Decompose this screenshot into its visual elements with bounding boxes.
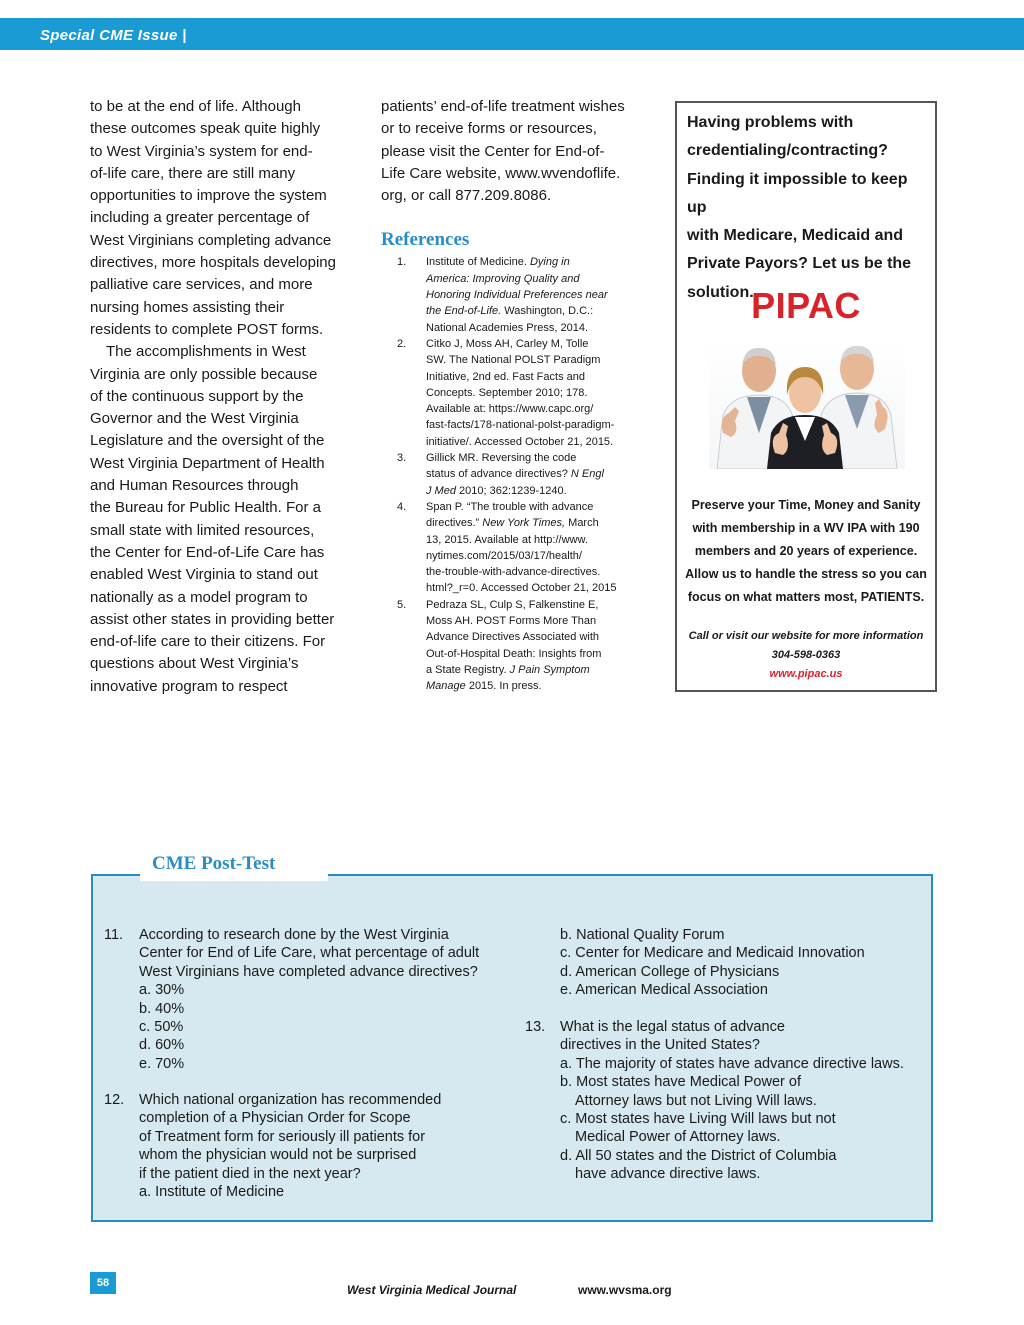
reference-text: 2010; 362:1239-1240. bbox=[455, 484, 567, 497]
references-heading: References bbox=[381, 229, 470, 251]
reference-text: Pedraza SL, Culp S, Falkenstine E, bbox=[426, 598, 599, 611]
reference-text: Advance Directives Associated with bbox=[426, 631, 600, 644]
answer-option: Attorney laws but not Living Will laws. bbox=[575, 1092, 817, 1109]
question-12-options-continued bbox=[560, 926, 930, 1000]
reference-text: html?_r=0. Accessed October 21, 2015 bbox=[426, 582, 617, 595]
answer-option: c. Center for Medicare and Medicaid Innovation bbox=[560, 945, 865, 962]
answer-option: have advance directive laws. bbox=[575, 1166, 761, 1183]
answer-option: e. American Medical Association bbox=[560, 982, 768, 999]
reference-line bbox=[426, 678, 651, 694]
reference-line bbox=[426, 580, 651, 596]
reference-text: Initiative, 2nd ed. Fast Facts and bbox=[426, 370, 585, 383]
answer-option: d. American College of Physicians bbox=[560, 963, 780, 980]
text-line: Governor and the West Virginia bbox=[90, 410, 299, 428]
doctors-thumbs-up-photo bbox=[709, 337, 905, 469]
reference-line bbox=[426, 401, 651, 417]
reference-text: N Engl bbox=[570, 468, 604, 481]
text-line: end-of-life care to their citizens. For bbox=[90, 633, 326, 651]
text-line: and Human Resources through bbox=[90, 477, 299, 495]
ad-headline-line: Finding it impossible to keep up bbox=[687, 170, 908, 216]
answer-option: d. All 50 states and the District of Columbia bbox=[560, 1147, 837, 1164]
text-line: nationally as a model program to bbox=[90, 588, 308, 606]
reference-text: National Academies Press, 2014. bbox=[426, 321, 589, 334]
ad-body-line: Allow us to handle the stress so you can bbox=[685, 567, 927, 581]
reference-item bbox=[381, 254, 651, 335]
reference-line bbox=[426, 483, 651, 499]
text-line: including a greater percentage of bbox=[90, 209, 310, 227]
question-number: 11. bbox=[104, 927, 124, 943]
question-text-line: Center for End of Life Care, what percentage of adult bbox=[139, 945, 480, 962]
answer-option: c. Most states have Living Will laws but not bbox=[560, 1111, 836, 1128]
reference-text: initiative/. Accessed October 21, 2015. bbox=[426, 435, 614, 448]
text-line: these outcomes speak quite highly bbox=[90, 120, 321, 138]
reference-item bbox=[381, 450, 651, 499]
reference-line bbox=[426, 564, 651, 580]
reference-item bbox=[381, 597, 651, 695]
text-line: Legislature and the oversight of the bbox=[90, 432, 325, 450]
reference-text: Moss AH. POST Forms More Than bbox=[426, 615, 597, 628]
ad-website-link[interactable]: www.pipac.us bbox=[769, 668, 843, 680]
reference-text: SW. The National POLST Paradigm bbox=[426, 354, 601, 367]
reference-line bbox=[426, 271, 651, 287]
reference-text: America: Improving Quality and bbox=[426, 272, 580, 285]
question-number: 12. bbox=[104, 1092, 125, 1108]
question-text-line: Which national organization has recommended bbox=[139, 1092, 442, 1108]
text-line: nursing homes assisting their bbox=[90, 298, 285, 316]
ad-contact bbox=[683, 627, 929, 684]
text-line: palliative care services, and more bbox=[90, 276, 313, 294]
question-13-body bbox=[560, 1018, 930, 1184]
question-12-body bbox=[139, 1091, 509, 1201]
reference-number: 4. bbox=[397, 500, 407, 513]
journal-name: West Virginia Medical Journal bbox=[347, 1283, 517, 1297]
answer-option: b. 40% bbox=[139, 1000, 185, 1017]
text-line: innovative program to respect bbox=[90, 677, 288, 695]
text-line: residents to complete POST forms. bbox=[90, 320, 324, 338]
reference-text: Washington, D.C.: bbox=[501, 305, 594, 318]
reference-text: a State Registry. bbox=[426, 663, 510, 676]
text-line: West Virginia Department of Health bbox=[90, 454, 325, 472]
reference-text: 13, 2015. Available at http://www. bbox=[426, 533, 588, 546]
text-line: of the continuous support by the bbox=[90, 387, 304, 405]
reference-text: J Med bbox=[426, 484, 456, 497]
section-title: Special CME Issue | bbox=[40, 27, 187, 44]
question-12-continued bbox=[560, 926, 930, 1000]
question-text-line: What is the legal status of advance bbox=[560, 1019, 785, 1035]
reference-line bbox=[426, 532, 651, 548]
reference-line bbox=[426, 385, 651, 401]
answer-option: c. 50% bbox=[139, 1019, 184, 1036]
reference-line bbox=[426, 662, 651, 678]
reference-line bbox=[426, 466, 651, 482]
text-line: or to receive forms or resources, bbox=[381, 120, 597, 138]
reference-line bbox=[426, 303, 651, 319]
answer-option: a. Institute of Medicine bbox=[139, 1184, 285, 1201]
text-line: Life Care website, www.wvendoflife. bbox=[381, 164, 621, 182]
journal-website[interactable]: www.wvsma.org bbox=[578, 1283, 672, 1297]
pipac-logo: PIPAC bbox=[751, 285, 861, 326]
header-bar bbox=[0, 18, 1024, 50]
references-list bbox=[381, 254, 651, 694]
reference-text: New York Times, bbox=[482, 517, 566, 530]
reference-line bbox=[426, 254, 651, 270]
reference-item bbox=[381, 499, 651, 597]
text-line: to West Virginia’s system for end- bbox=[90, 142, 313, 160]
reference-line bbox=[426, 597, 651, 613]
reference-line bbox=[426, 548, 651, 564]
text-line: please visit the Center for End-of- bbox=[381, 142, 605, 160]
question-text-line: whom the physician would not be surprised bbox=[139, 1147, 417, 1164]
ad-contact-line: Call or visit our website for more information bbox=[688, 630, 924, 642]
ad-body-line: members and 20 years of experience. bbox=[694, 544, 918, 558]
ad-headline-line: credentialing/contracting? bbox=[687, 142, 888, 160]
reference-text: Span P. “The trouble with advance bbox=[426, 500, 594, 513]
answer-option: b. Most states have Medical Power of bbox=[560, 1074, 801, 1091]
ad-body-text bbox=[683, 494, 929, 609]
answer-option: d. 60% bbox=[139, 1037, 185, 1054]
text-line: patients’ end-of-life treatment wishes bbox=[381, 98, 625, 115]
question-text-line: directives in the United States? bbox=[560, 1037, 760, 1054]
reference-text: the End-of-Life. bbox=[426, 305, 502, 318]
reference-line bbox=[426, 613, 651, 629]
text-line: org, or call 877.209.8086. bbox=[381, 187, 552, 205]
reference-line bbox=[426, 450, 651, 466]
reference-number: 5. bbox=[397, 598, 407, 611]
answer-option: Medical Power of Attorney laws. bbox=[575, 1129, 781, 1146]
ad-headline bbox=[687, 109, 927, 307]
answer-option: b. National Quality Forum bbox=[560, 927, 725, 943]
text-line: enabled West Virginia to stand out bbox=[90, 566, 318, 584]
reference-text: Out-of-Hospital Death: Insights from bbox=[426, 647, 602, 660]
ad-body-line: focus on what matters most, PATIENTS. bbox=[687, 590, 925, 604]
ad-headline-line: solution. bbox=[687, 283, 754, 301]
reference-line bbox=[426, 499, 651, 515]
article-column-2 bbox=[381, 96, 651, 695]
reference-line bbox=[426, 320, 651, 336]
reference-text: J Pain Symptom bbox=[509, 663, 590, 676]
page-number: 58 bbox=[90, 1272, 116, 1294]
question-number: 13. bbox=[525, 1019, 546, 1035]
reference-text: directives.” bbox=[426, 517, 483, 530]
question-text-line: West Virginians have completed advance directives? bbox=[139, 963, 478, 980]
question-text-line: completion of a Physician Order for Scope bbox=[139, 1110, 411, 1127]
reference-line bbox=[426, 434, 651, 450]
ad-phone: 304-598-0363 bbox=[771, 649, 841, 661]
text-line: Virginia are only possible because bbox=[90, 365, 318, 383]
reference-line bbox=[426, 352, 651, 368]
reference-line bbox=[426, 417, 651, 433]
reference-text: Institute of Medicine. bbox=[426, 256, 530, 269]
text-line: of-life care, there are still many bbox=[90, 164, 296, 182]
reference-text: Manage bbox=[426, 680, 466, 693]
answer-option: a. The majority of states have advance directive laws. bbox=[560, 1055, 904, 1072]
reference-text: Available at: https://www.capc.org/ bbox=[426, 403, 594, 416]
reference-number: 2. bbox=[397, 337, 407, 350]
text-line: the Bureau for Public Health. For a bbox=[90, 499, 321, 517]
article-text bbox=[381, 96, 651, 207]
reference-text: status of advance directives? bbox=[426, 468, 571, 481]
text-line: questions about West Virginia’s bbox=[90, 655, 299, 673]
reference-number: 1. bbox=[397, 256, 407, 269]
text-line: to be at the end of life. Although bbox=[90, 98, 301, 115]
question-text-line: According to research done by the West Virginia bbox=[139, 927, 449, 943]
text-line: small state with limited resources, bbox=[90, 521, 315, 539]
text-line: opportunities to improve the system bbox=[90, 187, 327, 205]
reference-text: 2015. In press. bbox=[465, 680, 542, 693]
question-text-line: of Treatment form for seriously ill patients for bbox=[139, 1128, 426, 1145]
question-text-line: if the patient died in the next year? bbox=[139, 1165, 361, 1182]
text-line: directives, more hospitals developing bbox=[90, 254, 336, 272]
text-line: assist other states in providing better bbox=[90, 610, 335, 628]
article-column-1 bbox=[90, 96, 362, 698]
reference-text: Dying in bbox=[529, 256, 570, 269]
reference-number: 3. bbox=[397, 452, 407, 465]
answer-option: e. 70% bbox=[139, 1055, 185, 1072]
reference-line bbox=[426, 369, 651, 385]
reference-line bbox=[426, 646, 651, 662]
reference-text: Gillick MR. Reversing the code bbox=[426, 452, 577, 465]
ad-body-line: with membership in a WV IPA with 190 bbox=[692, 521, 920, 535]
reference-text: Honoring Individual Preferences near bbox=[426, 289, 608, 302]
reference-line bbox=[426, 336, 651, 352]
reference-line bbox=[426, 515, 651, 531]
cme-post-test-title: CME Post-Test bbox=[152, 853, 276, 874]
answer-option: a. 30% bbox=[139, 982, 185, 999]
text-line: West Virginians completing advance bbox=[90, 231, 332, 249]
text-line: the Center for End-of-Life Care has bbox=[90, 543, 325, 561]
reference-item bbox=[381, 336, 651, 450]
ad-body-line: Preserve your Time, Money and Sanity bbox=[691, 498, 921, 512]
reference-line bbox=[426, 287, 651, 303]
reference-text: fast-facts/178-national-polst-paradigm- bbox=[426, 419, 615, 432]
question-11-body bbox=[139, 926, 509, 1073]
reference-text: March bbox=[565, 517, 599, 530]
ad-headline-line: with Medicare, Medicaid and bbox=[687, 227, 904, 245]
text-line: The accomplishments in West bbox=[106, 343, 306, 361]
reference-text: nytimes.com/2015/03/17/health/ bbox=[426, 549, 582, 562]
pipac-advertisement bbox=[675, 101, 937, 692]
reference-text: Citko J, Moss AH, Carley M, Tolle bbox=[426, 337, 589, 350]
reference-line bbox=[426, 629, 651, 645]
reference-text: the-trouble-with-advance-directives. bbox=[426, 566, 601, 579]
ad-headline-line: Having problems with bbox=[687, 114, 854, 131]
ad-headline-line: Private Payors? Let us be the bbox=[687, 255, 912, 273]
reference-text: Concepts. September 2010; 178. bbox=[426, 386, 588, 399]
